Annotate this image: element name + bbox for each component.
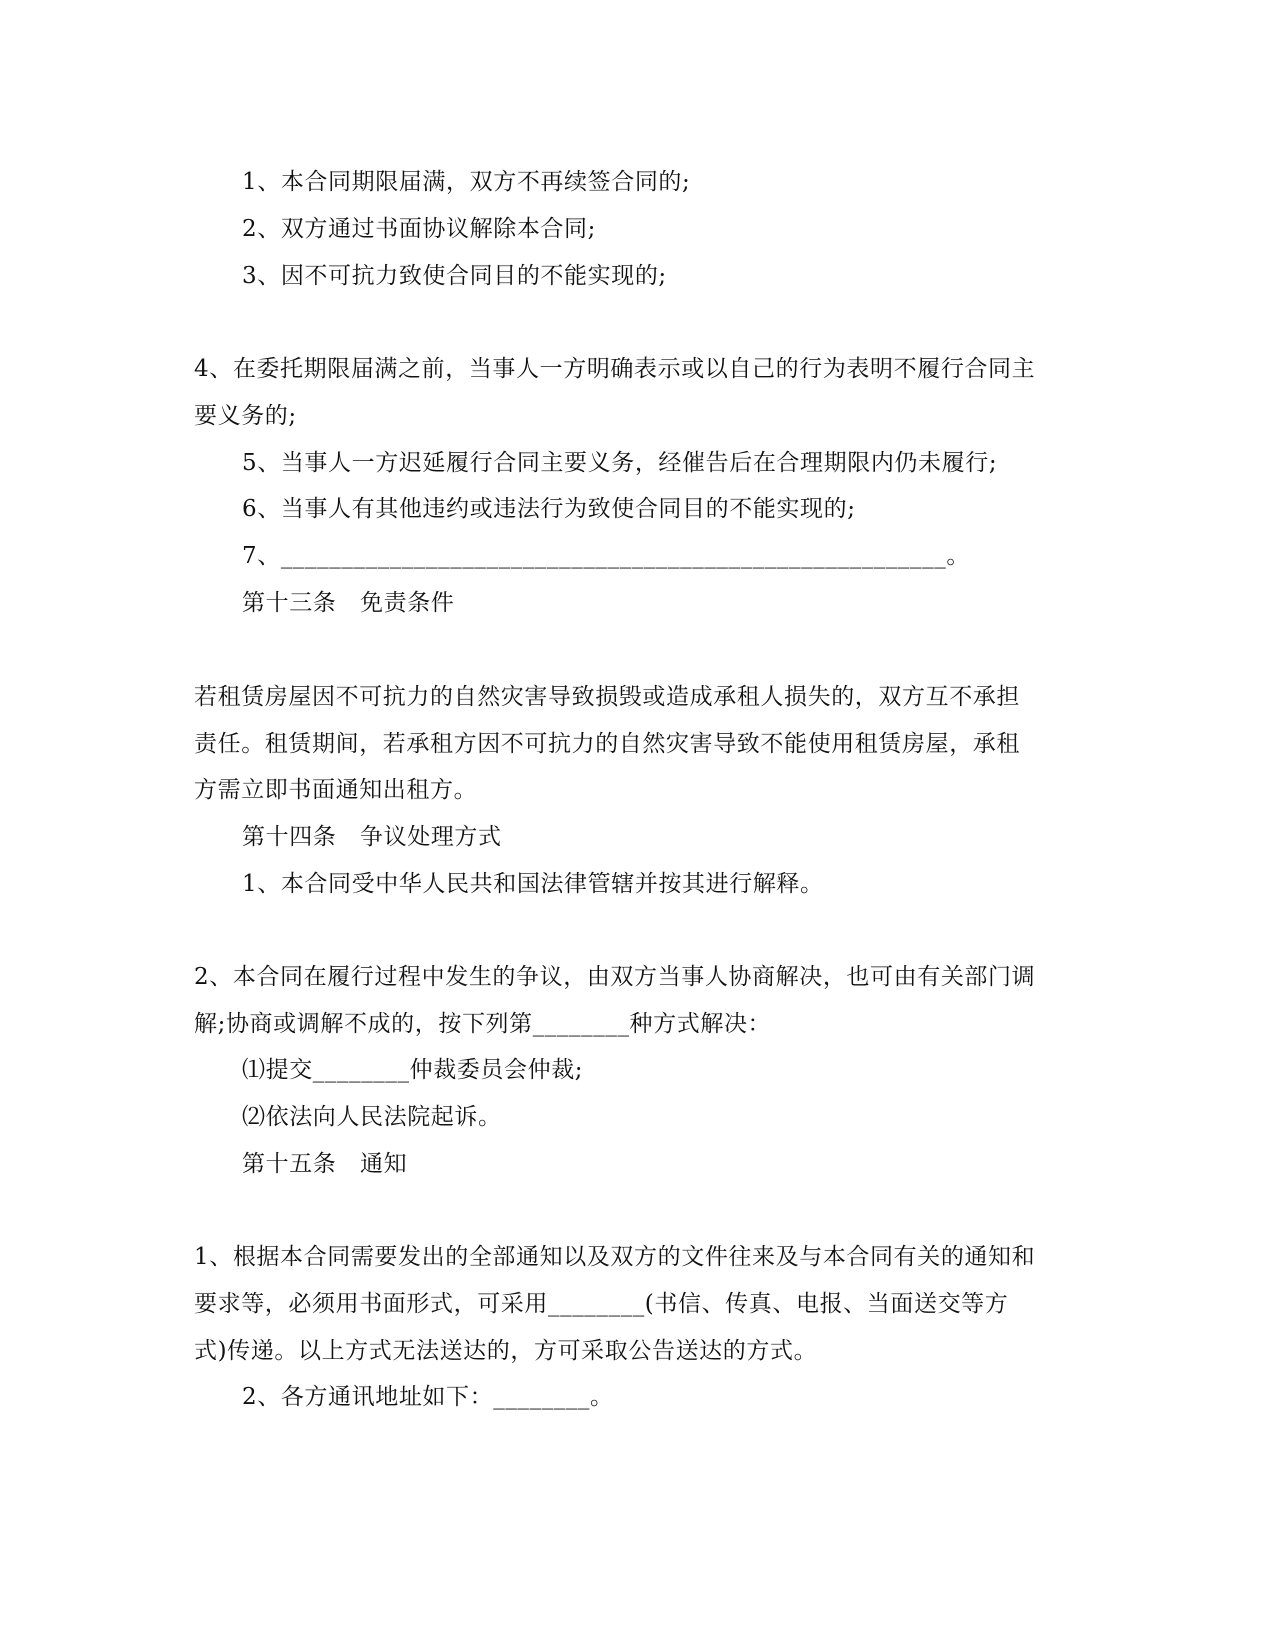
paragraph-line: 方需立即书面通知出租方。 (194, 777, 478, 803)
clause-line: 3、因不可抗力致使合同目的不能实现的; (242, 263, 667, 289)
article-heading: 第十四条 争议处理方式 (242, 824, 502, 850)
clause-line: 6、当事人有其他违约或违法行为致使合同目的不能实现的; (242, 496, 856, 522)
clause-line: 4、在委托期限届满之前，当事人一方明确表示或以自己的行为表明不履行合同主 (194, 356, 1036, 382)
clause-line: 2、各方通讯地址如下：________。 (242, 1384, 614, 1410)
paragraph-line: 责任。租赁期间，若承租方因不可抗力的自然灾害导致不能使用租赁房屋，承租 (194, 731, 1020, 757)
article-heading: 第十三条 免责条件 (242, 590, 455, 616)
article-heading: 第十五条 通知 (242, 1151, 408, 1177)
clause-line: 1、根据本合同需要发出的全部通知以及双方的文件往来及与本合同有关的通知和 (194, 1244, 1036, 1270)
clause-line: 2、双方通过书面协议解除本合同; (242, 216, 596, 242)
clause-line: 2、本合同在履行过程中发生的争议，由双方当事人协商解决，也可由有关部门调 (194, 964, 1036, 990)
clause-line: 式)传递。以上方式无法送达的，方可采取公告送达的方式。 (194, 1338, 818, 1364)
option-line: ⑴提交________仲裁委员会仲裁; (242, 1057, 584, 1083)
clause-line: 1、本合同期限届满，双方不再续签合同的; (242, 169, 691, 195)
clause-line: 1、本合同受中华人民共和国法律管辖并按其进行解释。 (242, 871, 824, 897)
option-line: ⑵依法向人民法院起诉。 (242, 1104, 502, 1130)
clause-line: 5、当事人一方迟延履行合同主要义务，经催告后在合理期限内仍未履行; (242, 450, 998, 476)
clause-line: 要求等，必须用书面形式，可采用________(书信、传真、电报、当面送交等方 (194, 1291, 1009, 1317)
clause-line-blank: 7、_______________________________________________________。 (242, 543, 970, 569)
paragraph-line: 若租赁房屋因不可抗力的自然灾害导致损毁或造成承租人损失的，双方互不承担 (194, 684, 1020, 710)
clause-line: 要义务的; (194, 403, 297, 429)
clause-line: 解;协商或调解不成的，按下列第________种方式解决： (194, 1011, 772, 1037)
